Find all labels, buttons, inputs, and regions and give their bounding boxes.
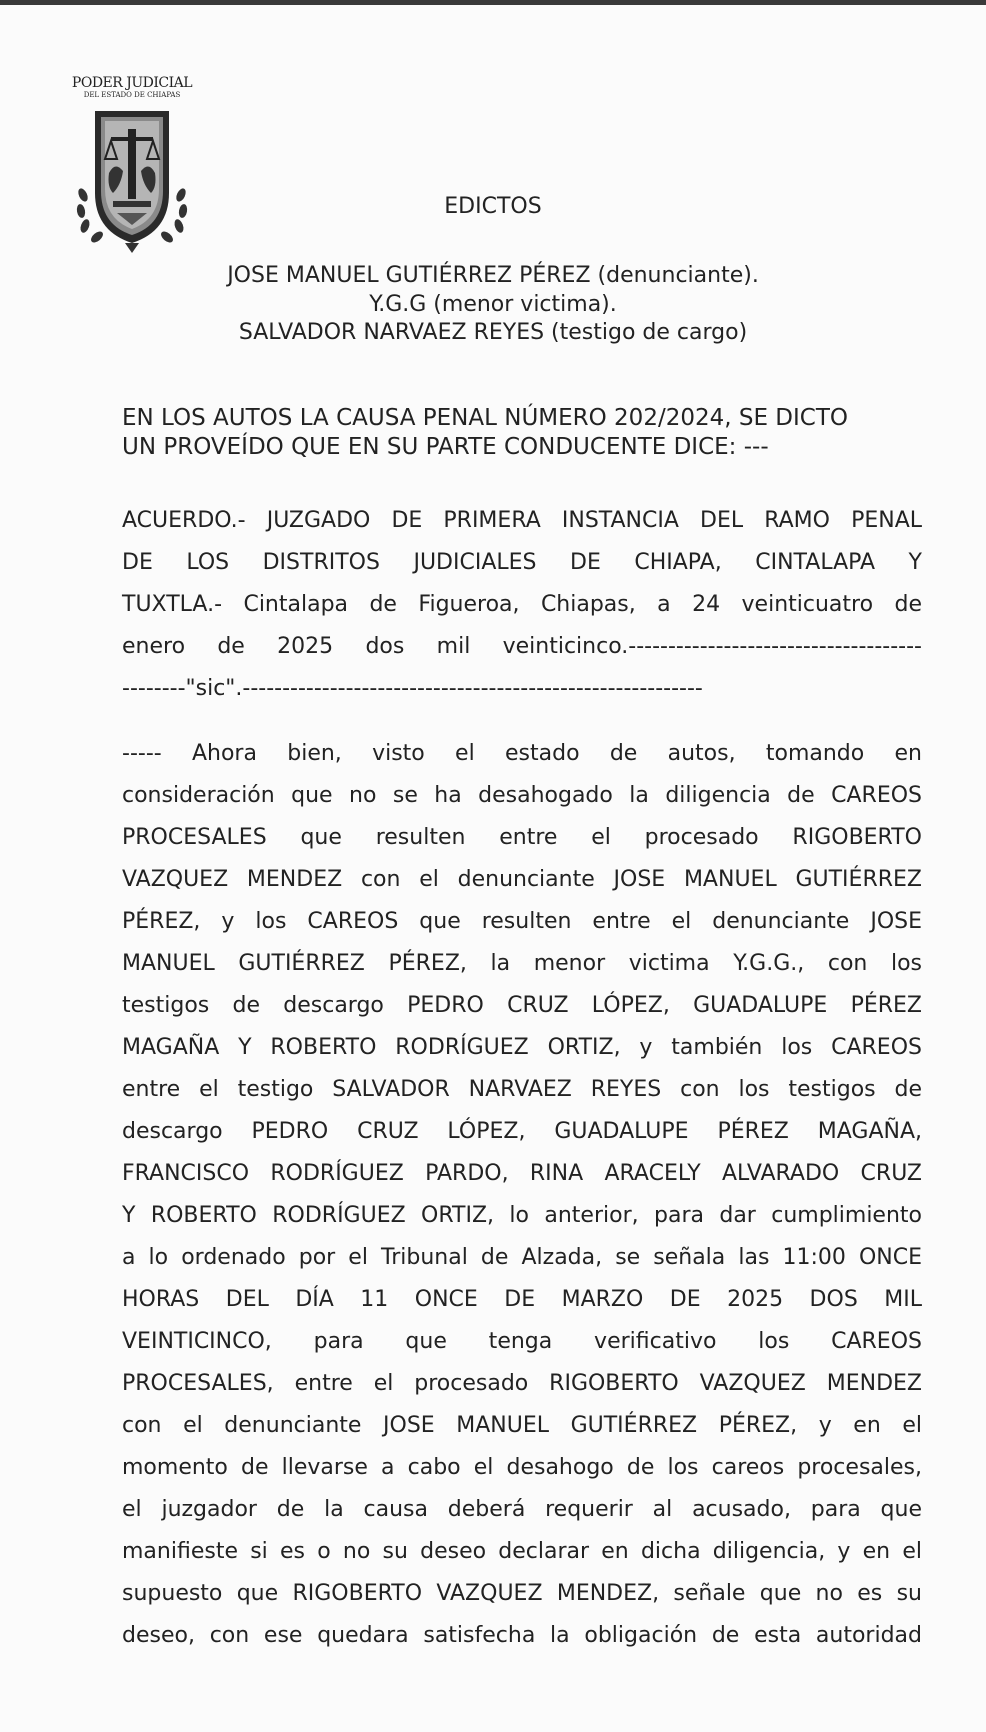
body-line: supuesto que RIGOBERTO VAZQUEZ MENDEZ, señale que no es su: [122, 1581, 922, 1606]
acuerdo-line: ACUERDO.- JUZGADO DE PRIMERA INSTANCIA DEL RAMO PENAL: [122, 508, 922, 533]
party-2: Y.G.G (menor victima).: [369, 292, 617, 317]
party-3: SALVADOR NARVAEZ REYES (testigo de cargo): [238, 320, 748, 345]
acuerdo-line: DE LOS DISTRITOS JUDICIALES DE CHIAPA, CINTALAPA Y: [122, 550, 922, 575]
body-line: descargo PEDRO CRUZ LÓPEZ, GUADALUPE PÉREZ MAGAÑA,: [122, 1119, 922, 1144]
body-line: entre el testigo SALVADOR NARVAEZ REYES con los testigos de: [122, 1077, 922, 1102]
acuerdo-line: enero de 2025 dos mil veinticinco.-------------------------------------: [122, 634, 922, 659]
acuerdo-paragraph: [122, 500, 922, 710]
document-heading: EDICTOS: [444, 194, 542, 219]
seal-subtitle: DEL ESTADO DE CHIAPAS: [83, 91, 181, 99]
body-line: Y ROBERTO RODRÍGUEZ ORTIZ, lo anterior, para dar cumplimiento: [122, 1203, 922, 1228]
acuerdo-line: --------"sic".----------------------------------------------------------: [122, 676, 703, 701]
party-1: JOSE MANUEL GUTIÉRREZ PÉREZ (denunciante).: [227, 263, 759, 288]
case-intro: [122, 404, 927, 462]
body-line: testigos de descargo PEDRO CRUZ LÓPEZ, GUADALUPE PÉREZ: [122, 993, 922, 1018]
case-intro-line: UN PROVEÍDO QUE EN SU PARTE CONDUCENTE DICE: ---: [122, 434, 769, 460]
body-line: momento de llevarse a cabo el desahogo de los careos procesales,: [122, 1455, 922, 1480]
scan-top-border: [0, 0, 986, 5]
coat-of-arms-icon: [73, 103, 191, 253]
body-line: FRANCISCO RODRÍGUEZ PARDO, RINA ARACELY ALVARADO CRUZ: [122, 1161, 922, 1186]
body-line: manifieste si es o no su deseo declarar en dicha diligencia, y en el: [122, 1539, 922, 1564]
body-line: PROCESALES, entre el procesado RIGOBERTO VAZQUEZ MENDEZ: [122, 1371, 922, 1396]
body-paragraph: [122, 733, 922, 1657]
body-line: MAGAÑA Y ROBERTO RODRÍGUEZ ORTIZ, y también los CAREOS: [122, 1035, 922, 1060]
seal-title: PODER JUDICIAL: [71, 75, 193, 91]
body-line: PÉREZ, y los CAREOS que resulten entre el denunciante JOSE: [122, 909, 922, 934]
body-line: PROCESALES que resulten entre el procesado RIGOBERTO: [122, 825, 922, 850]
body-line: VEINTICINCO, para que tenga verificativo los CAREOS: [122, 1329, 922, 1354]
body-line: a lo ordenado por el Tribunal de Alzada, se señala las 11:00 ONCE: [122, 1245, 922, 1270]
judicial-seal: [66, 76, 198, 253]
case-intro-line: EN LOS AUTOS LA CAUSA PENAL NÚMERO 202/2024, SE DICTO: [122, 405, 849, 431]
body-line: VAZQUEZ MENDEZ con el denunciante JOSE MANUEL GUTIÉRREZ: [122, 867, 922, 892]
body-line: HORAS DEL DÍA 11 ONCE DE MARZO DE 2025 DOS MIL: [122, 1287, 922, 1312]
body-line: MANUEL GUTIÉRREZ PÉREZ, la menor victima Y.G.G., con los: [122, 951, 922, 976]
body-line: consideración que no se ha desahogado la diligencia de CAREOS: [122, 783, 922, 808]
body-line: el juzgador de la causa deberá requerir al acusado, para que: [122, 1497, 922, 1522]
acuerdo-line: TUXTLA.- Cintalapa de Figueroa, Chiapas, a 24 veinticuatro de: [122, 592, 922, 617]
body-line: ----- Ahora bien, visto el estado de autos, tomando en: [122, 741, 922, 766]
body-line: deseo, con ese quedara satisfecha la obligación de esta autoridad: [122, 1623, 922, 1648]
body-line: con el denunciante JOSE MANUEL GUTIÉRREZ PÉREZ, y en el: [122, 1413, 922, 1438]
